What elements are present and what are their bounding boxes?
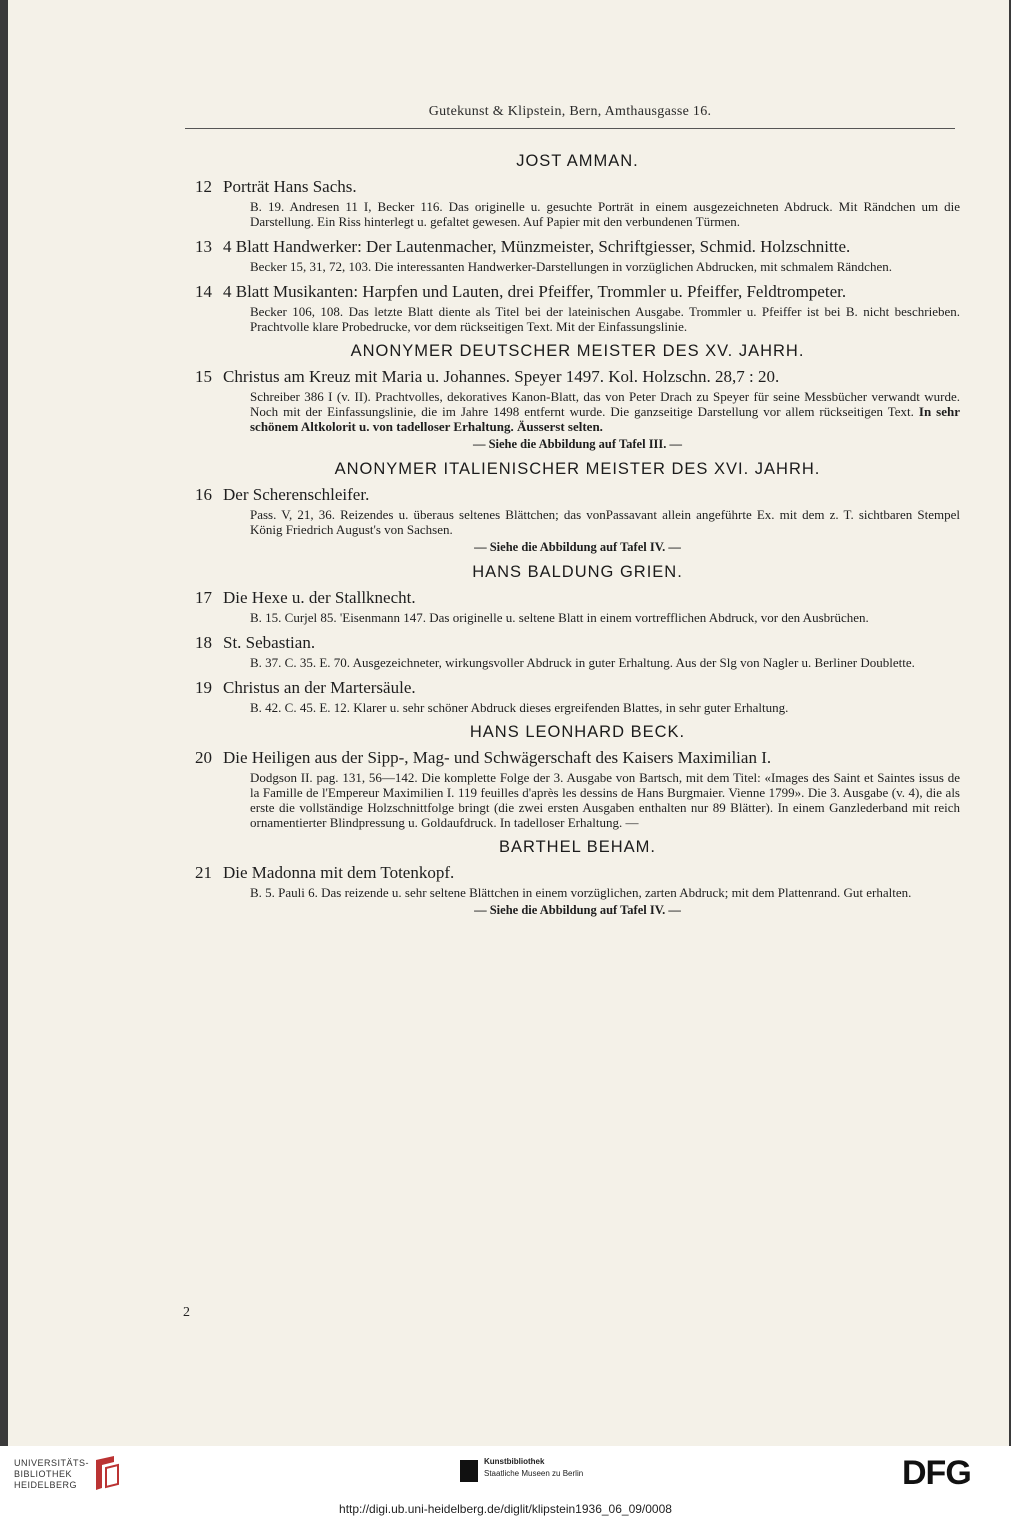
entry-description-text: Becker 15, 31, 72, 103. Die interessanten Handwerker-Darstellungen in vorzüglichen Abdrucken, mit schmalem Rändchen. <box>250 259 892 274</box>
entry-title <box>195 747 960 768</box>
entry-number: 13 <box>195 237 212 256</box>
section-heading: ANONYMER ITALIENISCHER MEISTER DES XVI. JAHRH. <box>334 460 821 478</box>
entry-description-text: Pass. V, 21, 36. Reizendes u. überaus seltenes Blättchen; das vonPassavant allein angeführte Ex. mit dem z. T. sichtbaren Stempel König Friedrich August's von Sachsen. <box>250 507 960 537</box>
catalog-entry <box>195 484 960 555</box>
entry-title-text: 4 Blatt Musikanten: Harpfen und Lauten, drei Pfeiffer, Trommler u. Pfeiffer, Feldtrompeter. <box>223 282 847 301</box>
entry-number: 18 <box>195 633 212 652</box>
entry-title-text: Der Scherenschleifer. <box>223 485 370 504</box>
entry-number: 21 <box>195 863 212 882</box>
entry-description <box>250 507 960 537</box>
catalog-entry <box>195 677 960 715</box>
entry-description-text: Dodgson II. pag. 131, 56—142. Die komplette Folge der 3. Ausgabe von Bartsch, mit dem Titel: «Images des Saint et Saintes issus de la Famille de l'Empereur Maximilien I. 119 feuilles d'après les dessins de Hans Burgmaier. Vienne 1799». Die 3. Ausgabe (v. 4), die als erste die vollständige Holzschnittfolge bringt (die zwei ersten Ausgaben enthalten nur 89 Blätter). In einem Ganzlederband mit reich ornamentierter Blindpressung u. Goldaufdruck. In tadelloser Erhaltung. — <box>250 770 960 830</box>
catalog-entry <box>195 236 960 274</box>
entry-description <box>250 389 960 434</box>
entry-description-text: Schreiber 386 I (v. II). Prachtvolles, dekoratives Kanon-Blatt, das von Peter Drach zu Speyer für seine Messbücher verwandt wurde. Noch mit der Einfassungslinie, die im Jahre 1498 entfernt wurde. Die ganzseitige Darstellung vor allem rückseitigen Text. <box>250 389 960 419</box>
footer-logos <box>0 1446 1011 1498</box>
kunstbibliothek-logo-text: Kunstbibliothek Staatliche Museen zu Berlin <box>484 1457 584 1478</box>
page-number: 2 <box>183 1305 190 1320</box>
running-header: Gutekunst & Klipstein, Bern, Amthausgasse 16. <box>428 104 712 119</box>
entry-description-text: B. 19. Andresen 11 I, Becker 116. Das originelle u. gesuchte Porträt in einem ausgezeichneten Abdruck. Mit Rändchen um die Darstellung. Ein Riss hinterlegt u. gefaltet gewesen. Auf Papier mit den verbundenen Türmen. <box>250 199 960 229</box>
entry-title <box>195 366 960 387</box>
header-rule <box>185 128 955 129</box>
entry-description <box>250 610 960 625</box>
entry-title-text: 4 Blatt Handwerker: Der Lautenmacher, Münzmeister, Schriftgiesser, Schmid. Holzschnitte. <box>223 237 851 256</box>
entry-description <box>250 259 960 274</box>
entry-title-text: Die Hexe u. der Stallknecht. <box>223 588 416 607</box>
source-url[interactable]: http://digi.ub.uni-heidelberg.de/diglit/klipstein1936_06_09/0008 <box>0 1498 1011 1520</box>
plate-reference: — Siehe die Abbildung auf Tafel IV. — <box>474 540 681 554</box>
entry-title <box>195 176 960 197</box>
catalog-entry <box>195 281 960 334</box>
entry-number: 16 <box>195 485 212 504</box>
entry-description-text: B. 5. Pauli 6. Das reizende u. sehr seltene Blättchen in einem vorzüglichen, zarten Abdruck; mit dem Plattenrand. Gut erhalten. <box>250 885 912 900</box>
entry-description-text: B. 42. C. 45. E. 12. Klarer u. sehr schöner Abdruck dieses ergreifenden Blattes, in sehr guter Erhaltung. <box>250 700 789 715</box>
entry-title-text: Christus an der Martersäule. <box>223 678 416 697</box>
kunstbibliothek-logo-icon <box>460 1460 478 1482</box>
entry-title-text: Die Madonna mit dem Totenkopf. <box>223 863 455 882</box>
university-library-logo: UNIVERSITÄTS- BIBLIOTHEK HEIDELBERG <box>14 1458 90 1490</box>
entry-number: 19 <box>195 678 212 697</box>
entry-description-text: B. 37. C. 35. E. 70. Ausgezeichneter, wirkungsvoller Abdruck in guter Erhaltung. Aus der Slg von Nagler u. Berliner Doublette. <box>250 655 915 670</box>
entry-description <box>250 770 960 830</box>
entry-number: 17 <box>195 588 212 607</box>
entry-title <box>195 632 960 653</box>
catalog-entry <box>195 587 960 625</box>
entry-number: 12 <box>195 177 212 196</box>
section-heading: ANONYMER DEUTSCHER MEISTER DES XV. JAHRH. <box>350 342 805 360</box>
entry-number: 15 <box>195 367 212 386</box>
university-library-mark-icon <box>92 1454 122 1492</box>
entry-number: 14 <box>195 282 212 301</box>
entry-title <box>195 677 960 698</box>
catalog-content <box>195 144 960 925</box>
entry-number: 20 <box>195 748 212 767</box>
catalog-entry <box>195 862 960 918</box>
section-heading: BARTHEL BEHAM. <box>498 838 657 856</box>
entry-title-text: Christus am Kreuz mit Maria u. Johannes. Speyer 1497. Kol. Holzschn. 28,7 : 20. <box>223 367 780 386</box>
catalog-entry <box>195 747 960 830</box>
plate-reference: — Siehe die Abbildung auf Tafel III. — <box>472 437 683 451</box>
section-heading: HANS BALDUNG GRIEN. <box>472 563 683 581</box>
plate-reference: — Siehe die Abbildung auf Tafel IV. — <box>474 903 681 917</box>
entry-description-text: Becker 106, 108. Das letzte Blatt diente als Titel bei der lateinischen Ausgabe. Trommler u. Pfeiffer ist bei B. nicht beschrieben. Prachtvolle klare Probedrucke, vor dem rückseitigen Text. Mit der Einfassungslinie. <box>250 304 960 334</box>
entry-description-text: B. 15. Curjel 85. 'Eisenmann 147. Das originelle u. seltene Blatt in einem vortrefflichen Abdruck, vor den Ausbrüchen. <box>250 610 869 625</box>
entry-title <box>195 587 960 608</box>
entry-title-text: Porträt Hans Sachs. <box>223 177 357 196</box>
dfg-logo: DFG <box>902 1454 971 1492</box>
entry-title-text: Die Heiligen aus der Sipp-, Mag- und Schwägerschaft des Kaisers Maximilian I. <box>223 748 772 767</box>
section-heading: JOST AMMAN. <box>516 152 639 170</box>
section-heading: HANS LEONHARD BECK. <box>469 723 686 741</box>
catalog-entry <box>195 366 960 452</box>
entry-title <box>195 484 960 505</box>
entry-title <box>195 862 960 883</box>
catalog-entry <box>195 176 960 229</box>
entry-description <box>250 304 960 334</box>
entry-description <box>250 199 960 229</box>
entry-description <box>250 655 960 670</box>
entry-description <box>250 885 960 900</box>
catalog-entry <box>195 632 960 670</box>
entry-title <box>195 236 960 257</box>
entry-title-text: St. Sebastian. <box>223 633 316 652</box>
entry-title <box>195 281 960 302</box>
entry-description <box>250 700 960 715</box>
entry-condition-note: In sehr schönem Altkolorit u. von tadelloser Erhaltung. Äusserst selten. <box>250 404 960 434</box>
